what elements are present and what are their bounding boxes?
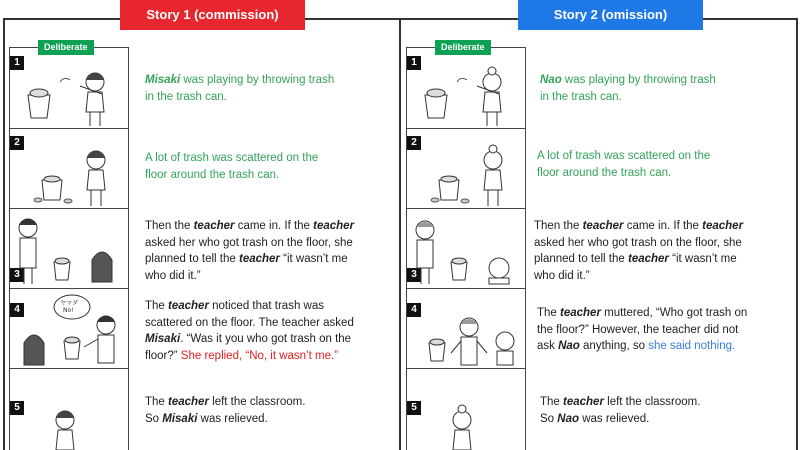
story1-panel1-text <box>145 72 334 105</box>
story1-panel5-art <box>30 400 120 450</box>
teacher-word: teacher <box>193 220 235 232</box>
story2-said-nothing-blue: she said nothing. <box>648 340 736 352</box>
story1-panel3-number: 3 <box>10 268 24 282</box>
story1-panel4-art <box>14 291 124 367</box>
story1-divider-3 <box>9 288 128 289</box>
l2a: So <box>145 412 163 425</box>
girl-icon <box>80 73 104 126</box>
story1-panel1-art <box>20 60 120 128</box>
girl-icon <box>453 405 471 450</box>
story1-panel2-line2: floor around the trash can. <box>145 168 280 181</box>
l1a: Then the <box>534 220 583 232</box>
girl-icon <box>87 151 105 206</box>
teacher-word: teacher <box>313 220 355 232</box>
story2-divider-1 <box>406 128 525 129</box>
story1-panel5-number: 5 <box>10 401 24 415</box>
story1-panel3-line4: who did it.” <box>145 269 201 282</box>
name-nao: Nao <box>558 340 580 352</box>
story2-header: Story 2 (omission) <box>518 0 703 30</box>
l3a: ask <box>537 340 559 352</box>
story1-panel2-line1: A lot of trash was scattered on the <box>145 152 319 164</box>
trash-can-icon <box>429 339 445 361</box>
teacher-word: teacher <box>563 396 604 408</box>
name-misaki: Misaki <box>145 333 181 345</box>
story1-panel2-art <box>20 140 120 208</box>
l1a: The <box>537 307 561 319</box>
l3b: “it wasn’t me <box>668 253 737 265</box>
story2-panel5-number: 5 <box>407 401 421 415</box>
trash-can-icon <box>451 258 467 280</box>
l1b: muttered, “Who got trash on <box>600 307 748 319</box>
trash-can-icon <box>439 176 459 200</box>
story1-panel1-line2: in the trash can. <box>145 90 227 103</box>
story1-panel3-art <box>14 212 124 286</box>
story1-panel4-line2: scattered on the floor. The teacher asked <box>145 316 354 329</box>
story2-panel1-name: Nao <box>540 74 562 86</box>
story1-panel1-name: Misaki <box>145 74 181 86</box>
story1-deliberate-tag: Deliberate <box>38 40 94 55</box>
story2-panel5-text <box>540 394 700 427</box>
l1b: noticed that trash was <box>208 300 324 312</box>
story2-panel3-line4: who did it.” <box>534 269 590 282</box>
girl-icon <box>484 145 502 206</box>
l1a: The <box>145 396 169 408</box>
teacher-icon <box>84 316 115 363</box>
story2-panel2-art <box>417 140 517 208</box>
story1-header: Story 1 (commission) <box>120 0 305 30</box>
girl-icon <box>24 335 44 365</box>
teacher-word: teacher <box>168 300 209 312</box>
story1-divider-4 <box>9 368 128 369</box>
l1a: The <box>145 300 169 312</box>
story2-panel1-art <box>417 60 517 128</box>
story1-panel1-number: 1 <box>10 56 24 70</box>
l3a: planned to tell the <box>534 253 628 265</box>
story1-panel2-text <box>145 150 318 183</box>
top-rule-right <box>703 18 798 20</box>
girl-icon <box>496 332 514 365</box>
l2b: was relieved. <box>579 412 650 425</box>
l3b: “it wasn’t me <box>279 253 348 265</box>
story2-panel1-number: 1 <box>407 56 421 70</box>
trash-can-icon <box>42 176 62 200</box>
story2-panel4-art <box>411 291 521 367</box>
name-nao: Nao <box>557 412 579 425</box>
l3b: . “Was it you who got trash on the <box>180 333 352 345</box>
story2-panel2-text <box>537 148 710 181</box>
story1-reply-red: She replied, “No, it wasn’t me.” <box>180 349 339 362</box>
story1-panel1-line1: was playing by throwing trash <box>180 74 335 86</box>
story1-divider-1 <box>9 128 128 129</box>
trash-can-icon <box>425 89 447 118</box>
name-misaki: Misaki <box>162 412 198 425</box>
teacher-word: teacher <box>560 307 601 319</box>
story2-divider-3 <box>406 288 525 289</box>
teacher-icon <box>19 219 37 284</box>
trash-can-icon <box>54 258 70 280</box>
story1-panel5-text <box>145 394 305 427</box>
story2-deliberate-tag: Deliberate <box>435 40 491 55</box>
center-divider <box>399 18 401 450</box>
story2-panel4-line2: the floor?” However, the teacher did not <box>537 323 739 336</box>
story2-panel1-line1: was playing by throwing trash <box>561 74 716 86</box>
story2-panel4-text <box>537 305 747 355</box>
story1-panel2-number: 2 <box>10 136 24 150</box>
story2-panel3-line2: asked her who got trash on the floor, she <box>534 236 742 249</box>
story2-panel3-text <box>534 218 743 284</box>
story2-panel3-number: 3 <box>407 268 421 282</box>
top-rule-mid <box>305 18 518 20</box>
l1b: left the classroom. <box>603 396 701 408</box>
speech-bubble-icon <box>54 295 90 319</box>
story1-panel4-text <box>145 298 354 364</box>
teacher-icon <box>451 318 487 365</box>
girl-icon <box>477 67 501 126</box>
story2-panel5-art <box>427 400 517 450</box>
l3b: anything, so <box>579 340 649 352</box>
story1-panel4-number: 4 <box>10 303 24 317</box>
teacher-word: teacher <box>628 253 669 265</box>
l1a: Then the <box>145 220 194 232</box>
l2b: was relieved. <box>197 412 268 425</box>
girl-icon <box>92 252 112 282</box>
story2-panel2-line2: floor around the trash can. <box>537 166 672 179</box>
top-rule-left <box>3 18 120 20</box>
girl-icon <box>489 258 509 284</box>
left-border <box>3 18 5 450</box>
trash-can-icon <box>64 337 80 359</box>
l3a: planned to tell the <box>145 253 239 265</box>
trash-can-icon <box>28 89 50 118</box>
story2-panel1-text <box>540 72 716 105</box>
l1b: came in. If the <box>623 220 703 232</box>
teacher-word: teacher <box>582 220 624 232</box>
l2a: So <box>540 412 558 425</box>
svg-text:ヤマダ: ヤマダ <box>60 300 79 307</box>
l1b: left the classroom. <box>208 396 306 408</box>
l1b: came in. If the <box>234 220 314 232</box>
story2-divider-4 <box>406 368 525 369</box>
teacher-word: teacher <box>239 253 280 265</box>
teacher-word: teacher <box>168 396 209 408</box>
story2-panel1-line2: in the trash can. <box>540 90 622 103</box>
story1-divider-2 <box>9 208 128 209</box>
story1-panel3-text <box>145 218 354 284</box>
story2-panel3-art <box>411 212 521 286</box>
story2-panel4-number: 4 <box>407 303 421 317</box>
l1a: The <box>540 396 564 408</box>
story2-divider-2 <box>406 208 525 209</box>
svg-text:No!: No! <box>63 307 74 314</box>
girl-icon <box>56 411 74 450</box>
story1-panel3-line2: asked her who got trash on the floor, she <box>145 236 353 249</box>
teacher-icon <box>416 221 434 284</box>
teacher-word: teacher <box>702 220 744 232</box>
story2-panel2-number: 2 <box>407 136 421 150</box>
story2-panel2-line1: A lot of trash was scattered on the <box>537 150 711 162</box>
l4a: floor?” <box>145 349 181 362</box>
right-border <box>796 18 798 450</box>
